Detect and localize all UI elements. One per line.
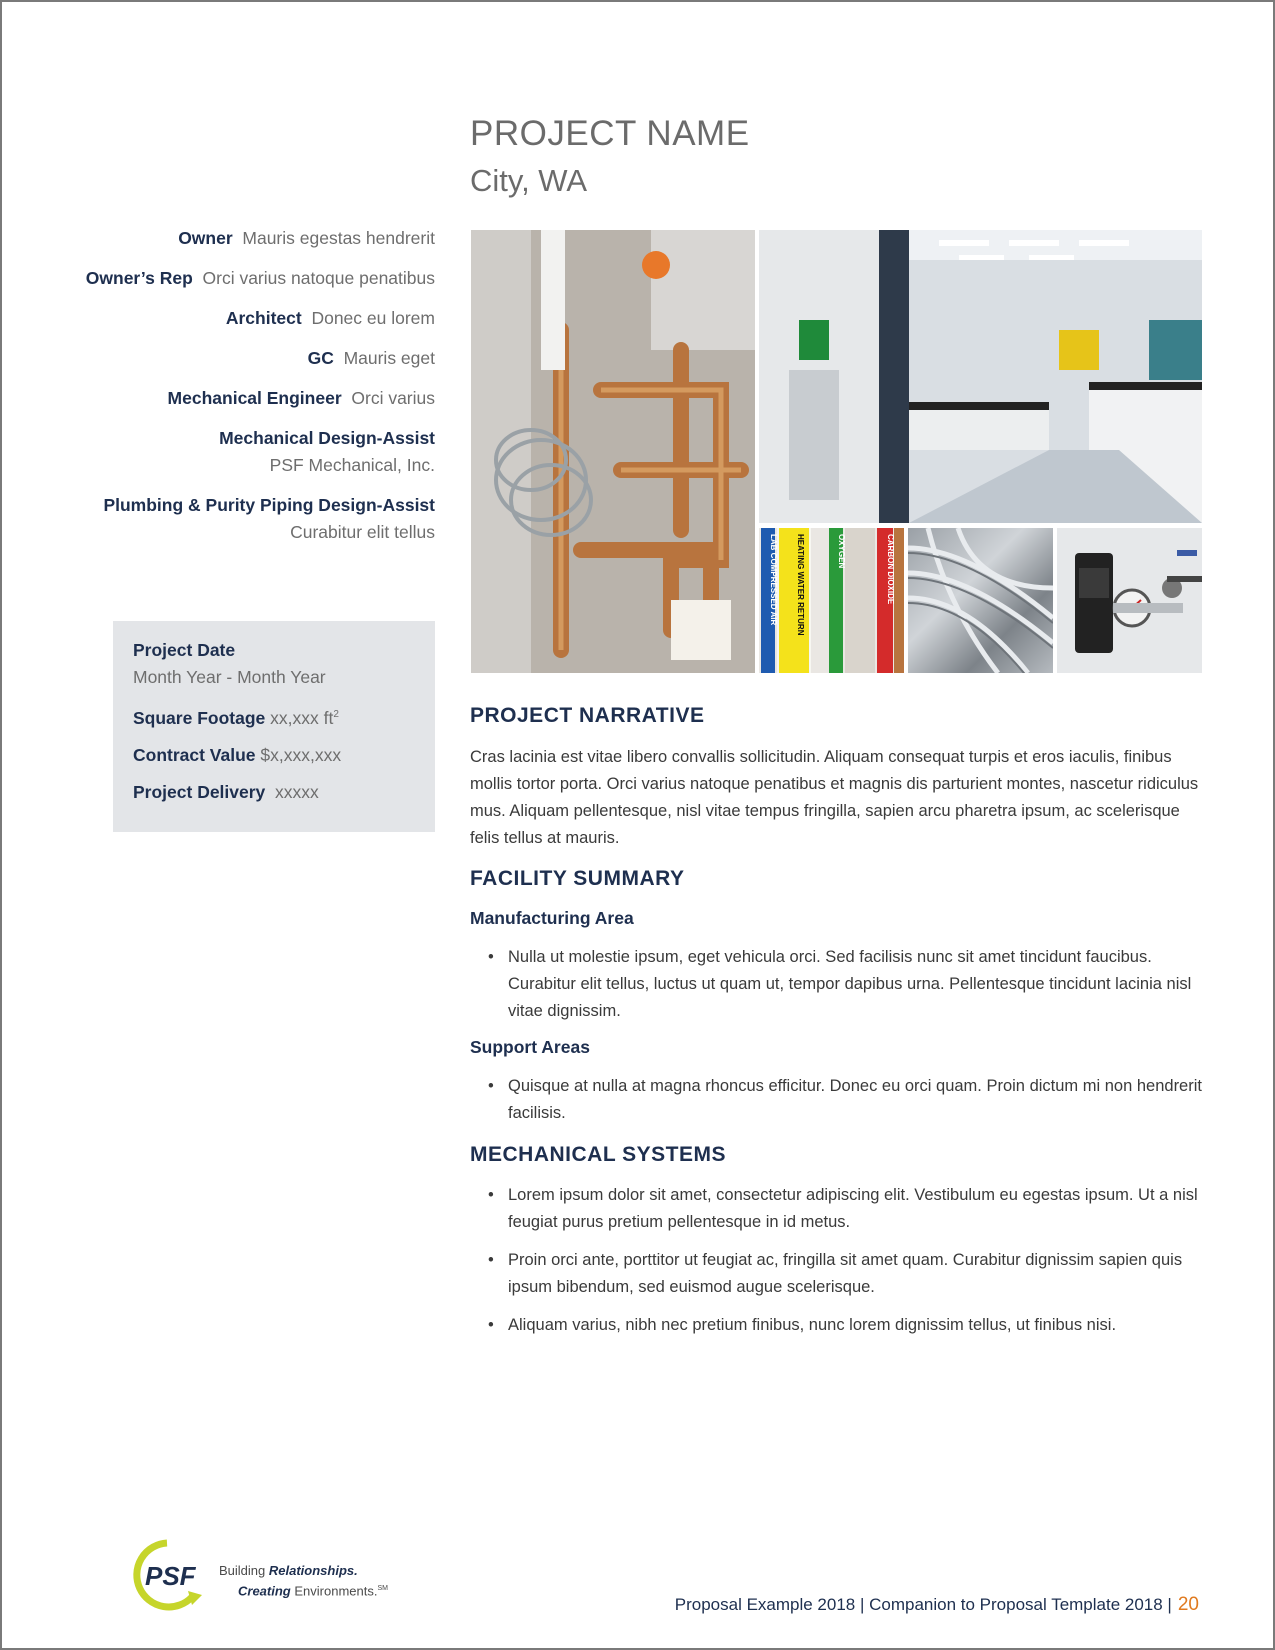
fact-owners-rep: Owner’s Rep Orci varius natoque penatibus: [85, 268, 435, 288]
support-areas-heading: Support Areas: [470, 1037, 590, 1057]
label-heating-water-return: HEATING WATER RETURN: [796, 534, 805, 636]
support-list: [470, 1073, 1205, 1138]
photo-pressure-gauge: [1057, 528, 1202, 673]
logo-text: PSF: [145, 1561, 196, 1591]
fact-mechanical-design-assist: Mechanical Design-Assist PSF Mechanical, Inc.: [219, 428, 435, 475]
project-date-value: Month Year - Month Year: [133, 667, 326, 687]
list-item: • Quisque at nulla at magna rhoncus efficitur. Donec eu orci quam. Proin dictum mi non hendrerit facilisis.: [470, 1073, 1205, 1127]
label-lab-compressed-air: LAB COMPRESSED AIR: [769, 534, 778, 626]
square-footage-row: Square Footage xx,xxx $ft^2$: [133, 707, 339, 728]
mechanical-systems-heading: MECHANICAL SYSTEMS: [470, 1143, 726, 1166]
fact-plumbing-design-assist: Plumbing & Purity Piping Design-Assist Curabitur elit tellus: [103, 495, 435, 542]
project-date-label: Project Date: [133, 640, 236, 660]
photo-pipe-labels: [759, 528, 904, 673]
footer-text: Proposal Example 2018 | Companion to Proposal Template 2018 |: [674, 1595, 1172, 1614]
facility-summary-heading: FACILITY SUMMARY: [470, 867, 685, 890]
list-item: • Aliquam varius, nibh nec pretium finibus, nunc lorem dignissim tellus, ut finibus nisi.: [470, 1312, 1205, 1339]
project-narrative-text: Cras lacinia est vitae libero convallis sollicitudin. Aliquam consequat turpis et eros iaculis, finibus mollis tortor porta. Orci varius natoque penatibus et magnis dis parturient montes, nascetur ridiculus mus. Aliquam pellentesque, nisl vitae tempus fringilla, sapien arcu pharetra ipsum, ac scelerisque felis tellus at mauris.: [470, 748, 1199, 847]
page-footer: [675, 1594, 1199, 1616]
fact-mechanical-engineer: Mechanical Engineer Orci varius: [167, 388, 435, 408]
label-carbon-dioxide: CARBON DIOXIDE: [886, 534, 895, 605]
project-facts: [42, 225, 435, 559]
project-delivery-row: Project Delivery xxxxx: [133, 781, 319, 802]
fact-gc: GC Mauris eget: [307, 348, 435, 368]
list-item: • Lorem ipsum dolor sit amet, consectetur adipiscing elit. Vestibulum eu egestas ipsum. Ut a nisl feugiat purus pretium pellentesque in id metus.: [470, 1182, 1205, 1236]
project-narrative-heading: PROJECT NARRATIVE: [470, 704, 705, 727]
list-item: • Nulla ut molestie ipsum, eget vehicula orci. Sed facilisis nunc sit amet tincidunt faucibus. Curabitur elit tellus, luctus ut quam ut, tempor dapibus urna. Pellentesque tincidunt lacinia nisl vitae dignissim.: [470, 944, 1205, 1025]
fact-owner: Owner Mauris egestas hendrerit: [178, 228, 435, 248]
photo-conduit: [908, 528, 1053, 673]
photo-copper-piping: [471, 230, 755, 673]
mechanical-list: [470, 1182, 1205, 1350]
photo-laboratory: [759, 230, 1202, 523]
manufacturing-list: [470, 944, 1205, 1036]
fact-architect: Architect Donec eu lorem: [225, 308, 435, 328]
manufacturing-area-heading: Manufacturing Area: [470, 908, 634, 928]
contract-value-row: Contract Value $x,xxx,xxx: [133, 744, 342, 765]
square-footage-value: xx,xxx $ft^2$: [270, 707, 339, 728]
list-item: • Proin orci ante, porttitor ut feugiat ac, fringilla sit amet quam. Curabitur dignissim sapien quis ipsum bibendum, sed euismod augue scelerisque.: [470, 1247, 1205, 1301]
project-location: City, WA: [470, 163, 588, 198]
brand-tagline: Building Relationships. Creating Environments.℠: [219, 1563, 388, 1599]
project-info-box: [113, 621, 435, 832]
label-oxygen: OXYGEN: [837, 534, 846, 569]
page-number: 20: [1177, 1594, 1199, 1615]
project-title: PROJECT NAME: [470, 114, 750, 153]
